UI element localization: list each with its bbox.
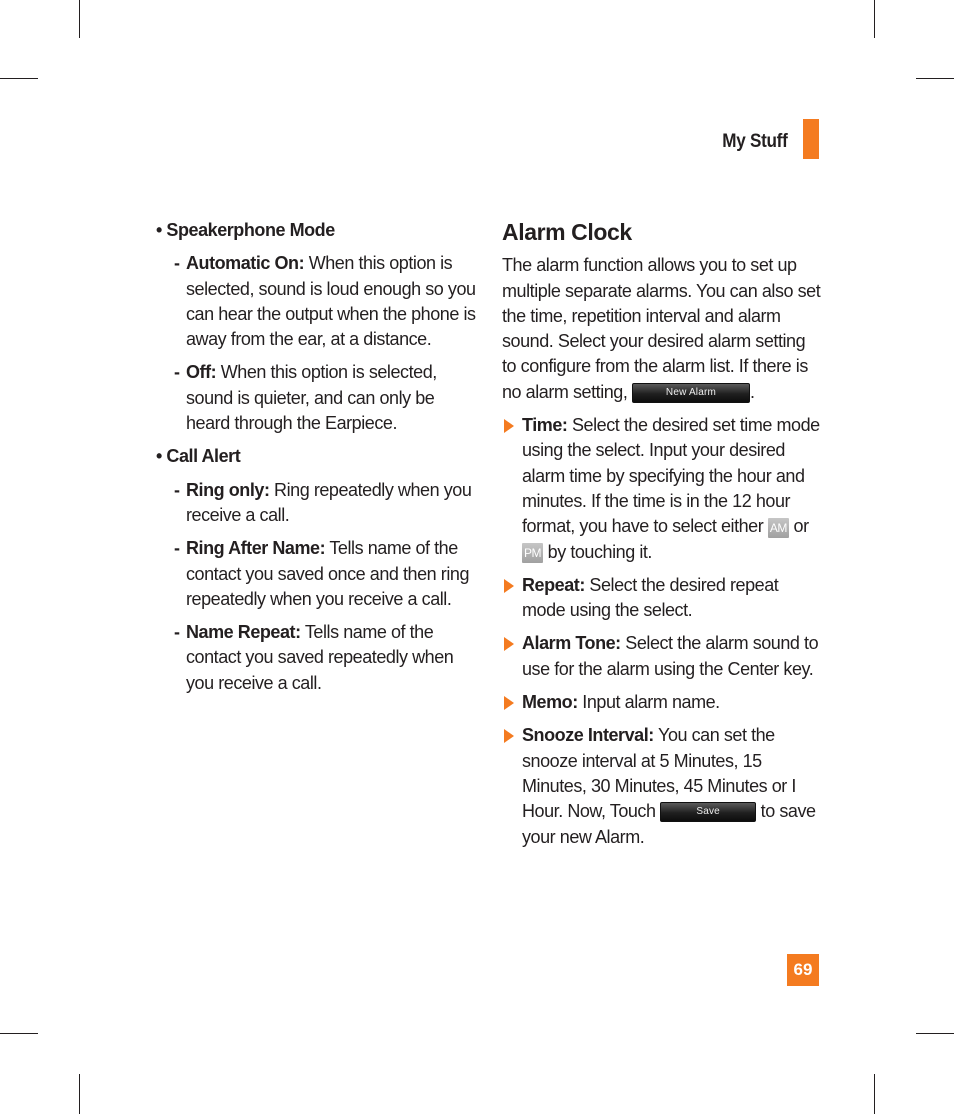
crop-mark bbox=[916, 1033, 954, 1034]
speakerphone-title: Speakerphone Mode bbox=[166, 220, 335, 240]
snooze-end: to save your new Alarm. bbox=[522, 801, 816, 847]
arrow-icon bbox=[504, 419, 514, 433]
crop-mark bbox=[79, 0, 80, 38]
time-label: Time: bbox=[522, 415, 568, 436]
dash: - bbox=[174, 362, 180, 383]
save-button: Save bbox=[660, 802, 756, 822]
tone-text: Select the alarm sound to use for the alarm using the Center key. bbox=[522, 633, 819, 679]
section-title: My Stuff bbox=[722, 131, 788, 152]
crop-mark bbox=[874, 1074, 875, 1114]
ring-after-label: Ring After Name: bbox=[186, 538, 326, 559]
alarm-clock-heading: Alarm Clock bbox=[502, 219, 632, 245]
intro-end: . bbox=[749, 381, 755, 402]
crop-mark bbox=[874, 0, 875, 38]
ring-only-label: Ring only: bbox=[186, 479, 270, 500]
tone-label: Alarm Tone: bbox=[522, 633, 621, 654]
left-column bbox=[156, 218, 478, 704]
name-repeat-label: Name Repeat: bbox=[186, 622, 301, 643]
memo-label: Memo: bbox=[522, 692, 578, 713]
time-end: by touching it. bbox=[543, 541, 652, 562]
name-repeat-text: Tells name of the contact you saved repeatedly when you receive a call. bbox=[186, 622, 454, 693]
snooze-label: Snooze Interval: bbox=[522, 725, 654, 746]
dash: - bbox=[174, 253, 180, 274]
intro-text: The alarm function allows you to set up multiple separate alarms. You can also set the time, repetition interval and alarm sound. Select your desired alarm setting to configure from the alarm list. If there is no alarm setting, bbox=[502, 255, 821, 402]
item-snooze-interval bbox=[502, 723, 822, 849]
bullet-call-alert: • Call Alert bbox=[156, 446, 241, 467]
automatic-text: When this option is selected, sound is loud enough so you can hear the output when the phone is away from the ear, at a distance. bbox=[186, 253, 476, 350]
arrow-icon bbox=[504, 696, 514, 710]
call-alert-title: Call Alert bbox=[166, 446, 241, 467]
item-repeat bbox=[502, 573, 822, 624]
dash: - bbox=[174, 622, 180, 643]
dash: - bbox=[174, 479, 180, 500]
crop-mark bbox=[0, 78, 38, 79]
ring-after-text: Tells name of the contact you saved once and then ring repeatedly when you receive a call. bbox=[186, 538, 470, 609]
dash: - bbox=[174, 538, 180, 559]
item-time bbox=[502, 413, 822, 565]
off-text: When this option is selected, sound is quieter, and can only be heard through the Earpiece. bbox=[186, 362, 437, 434]
option-ring-after-name bbox=[156, 536, 478, 612]
am-chip: AM bbox=[768, 518, 789, 538]
alarm-intro bbox=[502, 253, 822, 405]
repeat-label: Repeat: bbox=[522, 574, 585, 595]
arrow-icon bbox=[504, 729, 514, 743]
off-label: Off: bbox=[186, 362, 217, 383]
arrow-icon bbox=[504, 579, 514, 593]
option-off bbox=[156, 360, 478, 436]
option-ring-only bbox=[156, 478, 478, 529]
page-number: 69 bbox=[787, 954, 819, 986]
time-text: Select the desired set time mode using the select. Input your desired alarm time by specifying the hour and minutes. If the time is in the 12 hour format, you have to select either bbox=[522, 415, 820, 537]
memo-text: Input alarm name. bbox=[577, 692, 720, 713]
section-tab-marker bbox=[803, 119, 819, 159]
crop-mark bbox=[916, 78, 954, 79]
arrow-icon bbox=[504, 637, 514, 651]
crop-mark bbox=[0, 1033, 38, 1034]
crop-mark bbox=[79, 1074, 80, 1114]
bullet-speakerphone: • Speakerphone Mode bbox=[156, 220, 335, 240]
repeat-text: Select the desired repeat mode using the select. bbox=[522, 574, 779, 621]
new-alarm-button: New Alarm bbox=[632, 383, 750, 403]
option-name-repeat bbox=[156, 620, 478, 696]
item-memo bbox=[502, 690, 822, 715]
option-automatic-on bbox=[156, 251, 478, 352]
pm-chip: PM bbox=[522, 543, 543, 563]
item-alarm-tone bbox=[502, 631, 822, 682]
or-text: or bbox=[788, 516, 809, 537]
ring-only-text: Ring repeatedly when you receive a call. bbox=[186, 479, 472, 525]
snooze-text: You can set the snooze interval at 5 Minutes, 15 Minutes, 30 Minutes, 45 Minutes or I Hour. Now, Touch bbox=[522, 725, 796, 822]
right-column bbox=[502, 218, 822, 858]
automatic-label: Automatic On: bbox=[186, 253, 305, 274]
